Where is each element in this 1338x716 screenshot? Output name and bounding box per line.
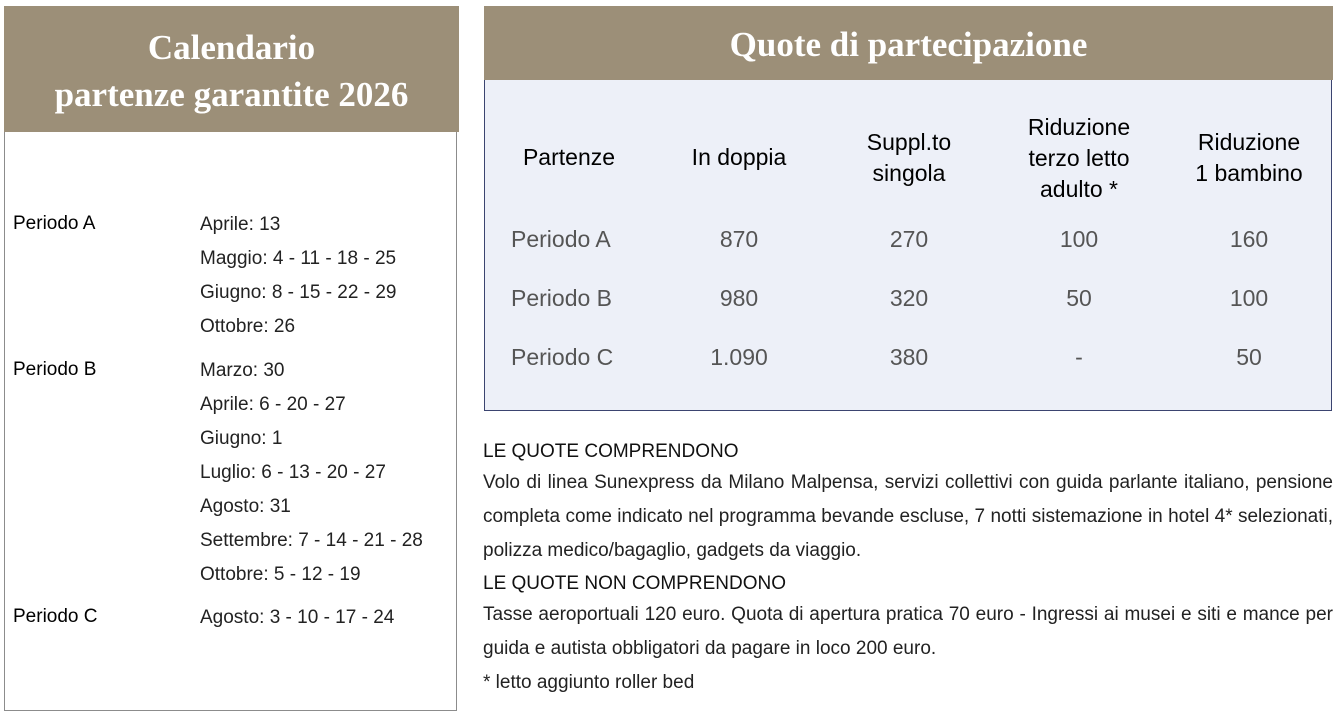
col-header-text: terzo letto bbox=[1028, 145, 1130, 171]
row-b-singola: 320 bbox=[889, 285, 929, 311]
date-line: Marzo: 30 bbox=[200, 360, 285, 381]
row-b-period: Periodo B bbox=[511, 285, 613, 311]
row-b-terzo-letto: 50 bbox=[1066, 285, 1092, 311]
col-header-text: In doppia bbox=[691, 144, 787, 170]
col-header-text: adulto * bbox=[1039, 176, 1119, 202]
col-header-text: 1 bambino bbox=[1195, 160, 1303, 186]
calendar-title-line2: partenze garantite 2026 bbox=[54, 75, 409, 114]
period-b-dates bbox=[200, 354, 423, 592]
period-b-label: Periodo B bbox=[13, 359, 97, 380]
row-c-terzo-letto: - bbox=[1075, 344, 1083, 370]
row-a-singola: 270 bbox=[889, 226, 929, 252]
date-line: Giugno: 8 - 15 - 22 - 29 bbox=[200, 282, 397, 303]
row-c-singola: 380 bbox=[889, 344, 929, 370]
row-c-period: Periodo C bbox=[511, 344, 614, 370]
col-header-text: Partenze bbox=[522, 144, 616, 170]
date-line: Luglio: 6 - 13 - 20 - 27 bbox=[200, 462, 386, 483]
calendar-panel bbox=[4, 6, 457, 711]
calendar-title bbox=[4, 6, 459, 132]
included-text: Volo di linea Sunexpress da Milano Malpensa, servizi collettivi con guida parlante italiano, pensione completa come indicato nel programma bevande escluse, 7 notti sistemazione in hotel 4* selezionati, polizza medico/bagaglio, gadgets da viaggio. bbox=[483, 472, 1333, 561]
date-line: Aprile: 13 bbox=[200, 214, 281, 235]
period-a-dates bbox=[200, 208, 396, 344]
col-header-text: singola bbox=[872, 160, 946, 186]
col-header-partenze bbox=[523, 142, 615, 173]
col-header-doppia bbox=[692, 142, 787, 173]
row-a-bambino: 160 bbox=[1229, 226, 1269, 252]
row-b-bambino: 100 bbox=[1229, 285, 1269, 311]
col-header-text: Riduzione bbox=[1027, 114, 1131, 140]
period-c-dates bbox=[200, 601, 394, 635]
row-a-period: Periodo A bbox=[511, 226, 611, 252]
footnote: * letto aggiunto roller bed bbox=[483, 672, 695, 693]
included-heading: LE QUOTE COMPRENDONO bbox=[483, 441, 739, 462]
date-line: Maggio: 4 - 11 - 18 - 25 bbox=[200, 248, 397, 269]
row-c-doppia: 1.090 bbox=[710, 344, 768, 370]
period-c-label: Periodo C bbox=[13, 606, 98, 627]
period-a-label: Periodo A bbox=[13, 213, 96, 234]
date-line: Ottobre: 26 bbox=[200, 316, 296, 337]
date-line: Settembre: 7 - 14 - 21 - 28 bbox=[200, 530, 423, 551]
row-c-bambino: 50 bbox=[1236, 344, 1262, 370]
calendar-title-line1: Calendario bbox=[147, 28, 316, 67]
col-header-bambino bbox=[1195, 127, 1302, 189]
col-header-text: Riduzione bbox=[1197, 129, 1301, 155]
date-line: Ottobre: 5 - 12 - 19 bbox=[200, 564, 361, 585]
quotes-title: Quote di partecipazione bbox=[484, 6, 1333, 80]
excluded-text: Tasse aeroportuali 120 euro. Quota di apertura pratica 70 euro - Ingressi ai musei e siti e mance per guida e autista obbligatori da pagare in loco 200 euro. bbox=[483, 604, 1333, 659]
date-line: Agosto: 3 - 10 - 17 - 24 bbox=[200, 607, 395, 628]
date-line: Agosto: 31 bbox=[200, 496, 291, 517]
date-line: Giugno: 1 bbox=[200, 428, 283, 449]
row-a-terzo-letto: 100 bbox=[1059, 226, 1099, 252]
excluded-heading: LE QUOTE NON COMPRENDONO bbox=[483, 573, 786, 594]
quote-info bbox=[483, 438, 1333, 700]
quotes-table bbox=[484, 80, 1332, 411]
col-header-singola bbox=[867, 127, 951, 189]
date-line: Aprile: 6 - 20 - 27 bbox=[200, 394, 346, 415]
row-a-doppia: 870 bbox=[719, 226, 759, 252]
col-header-terzo-letto bbox=[1028, 112, 1130, 205]
row-b-doppia: 980 bbox=[719, 285, 759, 311]
col-header-text: Suppl.to bbox=[866, 129, 952, 155]
